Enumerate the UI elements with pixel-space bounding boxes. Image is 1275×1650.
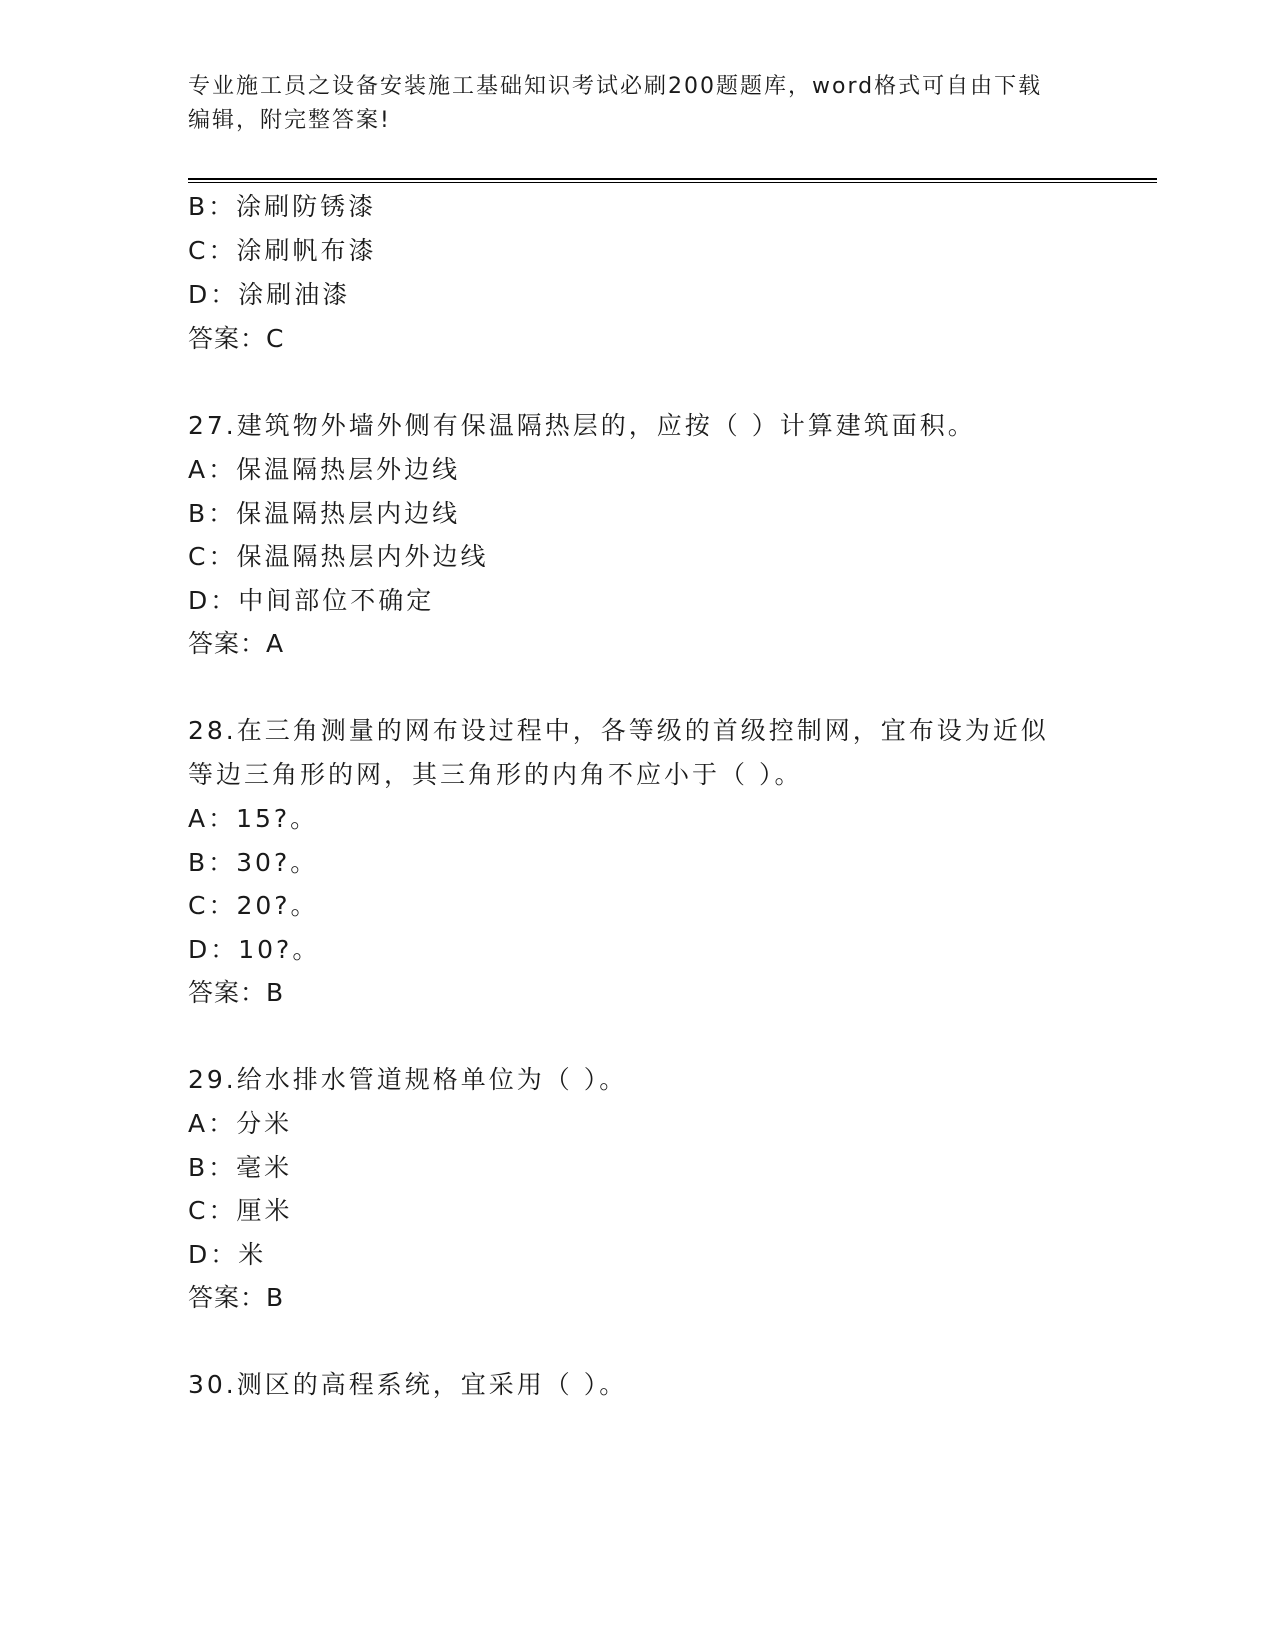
q29-question: 29.给水排水管道规格单位为（ ）。 bbox=[188, 1065, 628, 1094]
q28-option-d: D：10?。 bbox=[188, 935, 321, 964]
q29-option-d: D：米 bbox=[188, 1240, 267, 1269]
q28-option-c: C：20?。 bbox=[188, 891, 319, 920]
q28-answer: 答案：B bbox=[188, 978, 285, 1007]
header-title-line-2: 编辑，附完整答案! bbox=[188, 108, 391, 133]
q28-option-a: A：15?。 bbox=[188, 804, 319, 833]
q27-option-a: A：保温隔热层外边线 bbox=[188, 455, 461, 484]
q28-question-line-1: 28.在三角测量的网布设过程中，各等级的首级控制网，宜布设为近似 bbox=[188, 716, 1049, 745]
q27-option-d: D：中间部位不确定 bbox=[188, 586, 435, 615]
header-divider bbox=[188, 178, 1157, 183]
q27-answer: 答案：A bbox=[188, 629, 285, 658]
header-title-line-1: 专业施工员之设备安装施工基础知识考试必刷200题题库，word格式可自由下载 bbox=[188, 74, 1043, 99]
q26-option-c: C：涂刷帆布漆 bbox=[188, 236, 377, 265]
q29-option-a: A：分米 bbox=[188, 1109, 293, 1138]
q29-option-c: C：厘米 bbox=[188, 1196, 293, 1225]
q29-answer: 答案：B bbox=[188, 1283, 285, 1312]
q28-option-b: B：30?。 bbox=[188, 848, 319, 877]
q29-option-b: B：毫米 bbox=[188, 1153, 293, 1182]
q26-option-b: B：涂刷防锈漆 bbox=[188, 192, 377, 221]
q27-option-c: C：保温隔热层内外边线 bbox=[188, 542, 489, 571]
q28-question-line-2: 等边三角形的网，其三角形的内角不应小于（ ）。 bbox=[188, 760, 803, 789]
q27-question: 27.建筑物外墙外侧有保温隔热层的，应按（ ）计算建筑面积。 bbox=[188, 411, 976, 440]
q27-option-b: B：保温隔热层内边线 bbox=[188, 499, 461, 528]
document-header bbox=[188, 70, 1088, 138]
q30-question: 30.测区的高程系统，宜采用（ ）。 bbox=[188, 1370, 628, 1399]
q26-option-d: D：涂刷油漆 bbox=[188, 280, 351, 309]
q26-answer: 答案：C bbox=[188, 324, 285, 353]
